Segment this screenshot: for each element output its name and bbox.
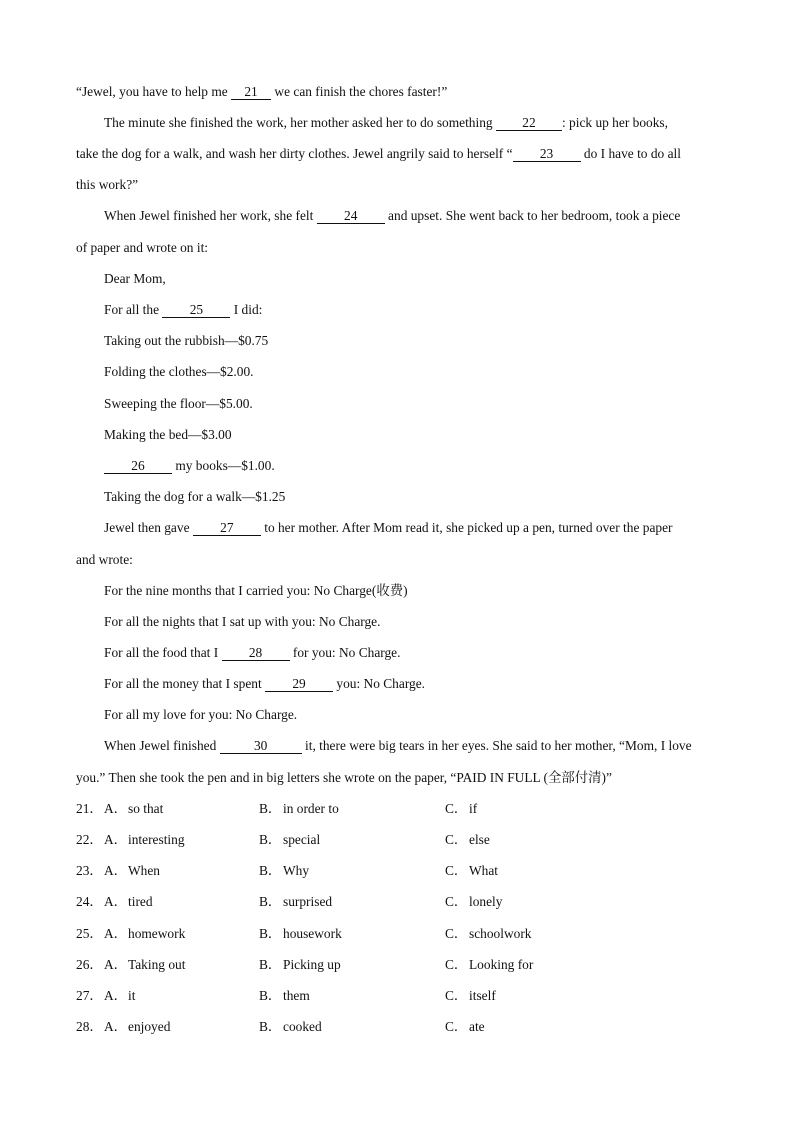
question-row [76,832,756,848]
blank-21[interactable]: 21 [231,85,271,100]
passage-line-11 [104,396,253,412]
passage-line-5 [104,208,680,224]
option-b[interactable] [259,832,320,848]
option-text: itself [469,988,496,1003]
blank-30[interactable]: 30 [220,739,302,754]
passage-text: you.” Then she took the pen and in big letters she wrote on the paper, “PAID IN FULL (全部付清)” [76,770,612,785]
option-text: ate [469,1019,485,1034]
option-text: so that [128,801,164,816]
option-letter: C． [445,863,468,878]
passage-line-4 [76,177,138,193]
option-letter: A． [104,894,128,909]
passage-line-13 [104,458,275,474]
question-number: 27． [76,988,103,1003]
option-letter: A． [104,801,128,816]
option-c[interactable] [445,988,496,1004]
passage-line-3 [76,146,681,162]
blank-26[interactable]: 26 [104,459,172,474]
option-text: it [128,988,136,1003]
passage-text: Taking the dog for a walk—$1.25 [104,489,286,504]
passage-text: The minute she finished the work, her mother asked her to do something [104,115,496,130]
option-a[interactable] [104,926,185,942]
option-b[interactable] [259,988,310,1004]
passage-line-7 [104,271,166,287]
option-a[interactable] [104,801,163,817]
passage-text: do I have to do all [580,146,681,161]
passage-text: of paper and wrote on it: [76,240,209,255]
option-text: them [283,988,310,1003]
option-text: if [469,801,478,816]
passage-line-16 [76,552,133,568]
passage-text: Making the bed—$3.00 [104,427,232,442]
option-text: special [283,832,321,847]
option-b[interactable] [259,926,342,942]
passage-text: Sweeping the floor—$5.00. [104,396,253,411]
option-c[interactable] [445,863,498,879]
option-letter: C． [445,926,468,941]
option-a[interactable] [104,832,185,848]
passage-line-9 [104,333,268,349]
passage-text: this work?” [76,177,139,192]
blank-25[interactable]: 25 [162,303,230,318]
option-b[interactable] [259,894,332,910]
option-letter: B． [259,988,282,1003]
option-a[interactable] [104,1019,170,1035]
option-letter: C． [445,894,468,909]
passage-text: to her mother. After Mom read it, she picked up a pen, turned over the paper [260,520,673,535]
question-row [76,1019,756,1035]
passage-line-17 [104,583,408,599]
question-row [76,801,756,817]
passage-text: When Jewel finished her work, she felt [104,208,317,223]
option-text: Looking for [469,957,534,972]
passage-text: For all the food that I [104,645,222,660]
option-text: else [469,832,490,847]
question-row [76,957,756,973]
option-b[interactable] [259,957,341,973]
passage-line-21 [104,707,297,723]
option-letter: A． [104,863,128,878]
passage-text: For all the [104,302,163,317]
option-text: interesting [128,832,185,847]
option-text: Why [283,863,310,878]
option-c[interactable] [445,926,531,942]
question-number: 25． [76,926,103,941]
option-letter: C． [445,957,468,972]
passage-text: for you: No Charge. [289,645,401,660]
option-a[interactable] [104,957,185,973]
passage-text: Taking out the rubbish—$0.75 [104,333,269,348]
passage-text: Jewel then gave [104,520,193,535]
option-letter: A． [104,926,128,941]
option-letter: C． [445,801,468,816]
option-text: enjoyed [128,1019,171,1034]
option-letter: A． [104,988,128,1003]
passage-text: Dear Mom, [104,271,166,286]
blank-29[interactable]: 29 [265,677,333,692]
passage-text: you: No Charge. [333,676,426,691]
question-row [76,926,756,942]
blank-28[interactable]: 28 [222,646,290,661]
blank-24[interactable]: 24 [317,209,385,224]
passage-text: For all the money that I spent [104,676,266,691]
passage-line-2 [104,115,668,131]
option-letter: B． [259,894,282,909]
option-letter: B． [259,926,282,941]
option-text: schoolwork [469,926,532,941]
option-letter: C． [445,988,468,1003]
option-c[interactable] [445,957,533,973]
blank-23[interactable]: 23 [513,147,581,162]
option-letter: A． [104,832,128,847]
option-text: in order to [283,801,339,816]
question-number: 22． [76,832,103,847]
passage-line-12 [104,427,232,443]
option-text: Picking up [283,957,341,972]
option-letter: C． [445,1019,468,1034]
option-letter: B． [259,832,282,847]
option-text: lonely [469,894,503,909]
passage-text: and upset. She went back to her bedroom, took a piece [384,208,681,223]
question-row [76,894,756,910]
option-a[interactable] [104,988,135,1004]
passage-text: For all my love for you: No Charge. [104,707,298,722]
question-number: 26． [76,957,103,972]
passage-line-23 [76,770,612,786]
option-c[interactable] [445,894,502,910]
question-number: 23． [76,863,103,878]
passage-line-6 [76,240,208,256]
passage-text: my books—$1.00. [172,458,275,473]
passage-text: Folding the clothes—$2.00. [104,364,254,379]
option-text: surprised [283,894,333,909]
option-text: What [469,863,498,878]
passage-line-19 [104,645,400,661]
passage-line-18 [104,614,380,630]
option-text: homework [128,926,186,941]
option-b[interactable] [259,1019,322,1035]
passage-text: : pick up her books, [561,115,668,130]
question-number: 21． [76,801,103,816]
passage-line-10 [104,364,254,380]
passage-text: For all the nights that I sat up with you: No Charge. [104,614,381,629]
blank-22[interactable]: 22 [496,116,562,131]
passage-text: it, there were big tears in her eyes. She said to her mother, “Mom, I love [301,738,692,753]
option-a[interactable] [104,863,160,879]
option-letter: B． [259,957,282,972]
passage-text: and wrote: [76,552,133,567]
passage-line-8 [104,302,262,318]
option-letter: B． [259,863,282,878]
passage-text: I did: [230,302,263,317]
option-text: tired [128,894,153,909]
question-row [76,863,756,879]
passage-text: “Jewel, you have to help me [76,84,232,99]
passage-line-20 [104,676,425,692]
question-row [76,988,756,1004]
option-letter: A． [104,957,128,972]
option-text: cooked [283,1019,322,1034]
option-text: When [128,863,160,878]
blank-27[interactable]: 27 [193,521,261,536]
question-number: 24． [76,894,103,909]
passage-text: For the nine months that I carried you: No Charge(收费) [104,583,408,598]
passage-text: take the dog for a walk, and wash her dirty clothes. Jewel angrily said to herself “ [76,146,513,161]
option-text: housework [283,926,342,941]
option-c[interactable] [445,801,477,817]
passage-text: When Jewel finished [104,738,220,753]
option-b[interactable] [259,801,339,817]
option-b[interactable] [259,863,309,879]
passage-line-22 [104,738,692,754]
passage-line-14 [104,489,285,505]
passage-line-1 [76,84,447,100]
passage-text: we can finish the chores faster!” [271,84,448,99]
option-a[interactable] [104,894,153,910]
option-letter: A． [104,1019,128,1034]
passage-line-15 [104,520,673,536]
option-letter: B． [259,801,282,816]
option-letter: B． [259,1019,282,1034]
question-number: 28． [76,1019,103,1034]
option-letter: C． [445,832,468,847]
option-c[interactable] [445,1019,485,1035]
option-text: Taking out [128,957,186,972]
option-c[interactable] [445,832,490,848]
